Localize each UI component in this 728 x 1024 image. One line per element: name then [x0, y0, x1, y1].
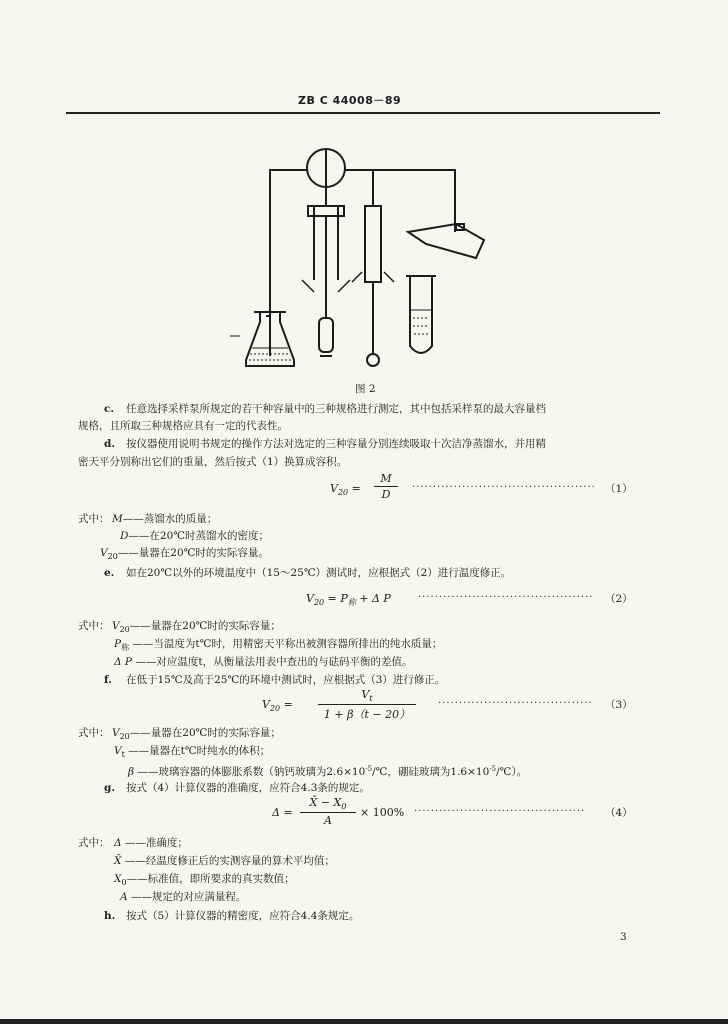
eq1-numerator: M: [380, 472, 392, 485]
eq2-number: （2）: [605, 593, 633, 605]
test-tube: [410, 276, 432, 353]
eq4-number: （4）: [605, 807, 633, 819]
burette: [365, 206, 381, 282]
item-label-d: d.: [104, 438, 115, 450]
item-label-h: h.: [104, 910, 116, 922]
item-d-line1: 按仪器使用说明书规定的操作方法对选定的三种容量分别连续吸取十次洁净蒸馏水，并用精: [126, 438, 546, 450]
item-d-line2: 密天平分别称出它们的重量，然后按式（1）换算成容积。: [78, 456, 348, 468]
item-e-text: 如在20℃以外的环境温度中（15～25℃）测试时，应根据式（2）进行温度修正。: [126, 567, 512, 579]
eq2-def-p: $P_称$ ——当温度为t℃时，用精密天平称出被测容器所排出的纯水质量；: [114, 638, 443, 652]
bulb: [367, 354, 379, 366]
scan-bottom-edge: [0, 1019, 728, 1024]
eq4-def-x0: $X_0——$标准值，即所要求的真实数值；: [114, 873, 295, 887]
eq1-def-m: M——蒸馏水的质量；: [112, 513, 218, 525]
figure-caption: 图 2: [355, 383, 376, 395]
item-label-f: f.: [104, 674, 112, 686]
item-label-e: e.: [104, 567, 115, 579]
eq2-leader: ··········································: [418, 592, 594, 603]
eq2-where: 式中：: [78, 620, 110, 632]
left-tube: [266, 180, 270, 316]
eq3-numerator: $V_t$: [361, 688, 373, 703]
eq4-lhs: Δ =: [272, 806, 293, 819]
angled-instrument: [408, 224, 484, 258]
eq1-fraction: [374, 472, 398, 501]
eq3-number: （3）: [605, 699, 633, 711]
item-f-text: 在低于15℃及高于25℃的环境中测试时，应根据式（3）进行修正。: [126, 674, 446, 686]
eq4-numerator: X̄ − $X_0$: [309, 796, 347, 811]
header-rule: [66, 112, 660, 114]
eq2-def-dp: Δ P ——对应温度t，从衡量法用表中查出的与砝码平衡的差值。: [114, 656, 413, 668]
eq1-denominator: D: [381, 488, 391, 501]
item-h-text: 按式（5）计算仪器的精密度，应符合4.4条规定。: [126, 910, 360, 922]
eq1-where: 式中：: [78, 513, 110, 525]
eq4-def-xbar: X̄ ——经温度修正后的实测容量的算术平均值；: [114, 855, 335, 867]
eq3-def-vt: $V_t$ ——量器在t℃时纯水的体积；: [114, 745, 271, 759]
eq1-lhs: $V_{20}$ =: [330, 482, 361, 497]
item-c-line2: 规格，且所取三种规格应具有一定的代表性。: [78, 420, 288, 432]
item-label-c: c.: [104, 403, 115, 415]
eq2-def-v20: $V_{20}——$量器在20℃时的实际容量；: [112, 620, 281, 634]
eq4-leader: ·········································: [414, 806, 586, 817]
eq4-def-delta: Δ ——准确度；: [114, 837, 188, 849]
eq1-number: （1）: [605, 483, 633, 495]
eq3-denominator: 1 + β（t − 20）: [323, 708, 411, 721]
item-label-g: g.: [104, 782, 115, 794]
eq2-expression: $V_{20} = P_称 + \Delta$ P: [306, 592, 391, 607]
eq1-leader: ············································: [412, 482, 596, 493]
eq3-fraction: [318, 688, 416, 722]
eq4-fraction: [300, 796, 356, 827]
eq3-def-beta: β ——玻璃容器的体膨胀系数（钠钙玻璃为$2.6\times 10^{-5}/℃$，硼硅玻璃为$1.6\times 10^{-5}/℃$）。: [128, 765, 528, 778]
page-number: 3: [620, 931, 627, 943]
item-g-text: 按式（4）计算仪器的准确度，应符合4.3条的规定。: [126, 782, 370, 794]
eq3-where: 式中：: [78, 727, 110, 739]
eq4-tail: × 100%: [360, 806, 405, 819]
eq3-def-v20: $V_{20}——$量器在20℃时的实际容量；: [112, 727, 281, 741]
eq3-leader: ·····································: [438, 698, 593, 709]
eq3-lhs: $V_{20}$ =: [262, 698, 293, 713]
apparatus-diagram: [230, 140, 510, 380]
standard-code: ZB C 44008－89: [298, 94, 402, 107]
eq1-def-v20: $V_{20}——$量器在20℃时的实际容量。: [100, 547, 269, 561]
weight-cylinder: [319, 318, 333, 352]
eq4-where: 式中：: [78, 837, 110, 849]
eq1-def-d: D——在20℃时蒸馏水的密度；: [120, 530, 270, 542]
eq4-def-a: A ——规定的对应满量程。: [120, 891, 247, 903]
item-c-line1: 任意选择采样泵所规定的若干种容量中的三种规格进行测定，其中包括采样泵的最大容量档: [126, 403, 546, 415]
eq4-denominator: A: [324, 814, 332, 827]
top-tube: [270, 170, 455, 232]
